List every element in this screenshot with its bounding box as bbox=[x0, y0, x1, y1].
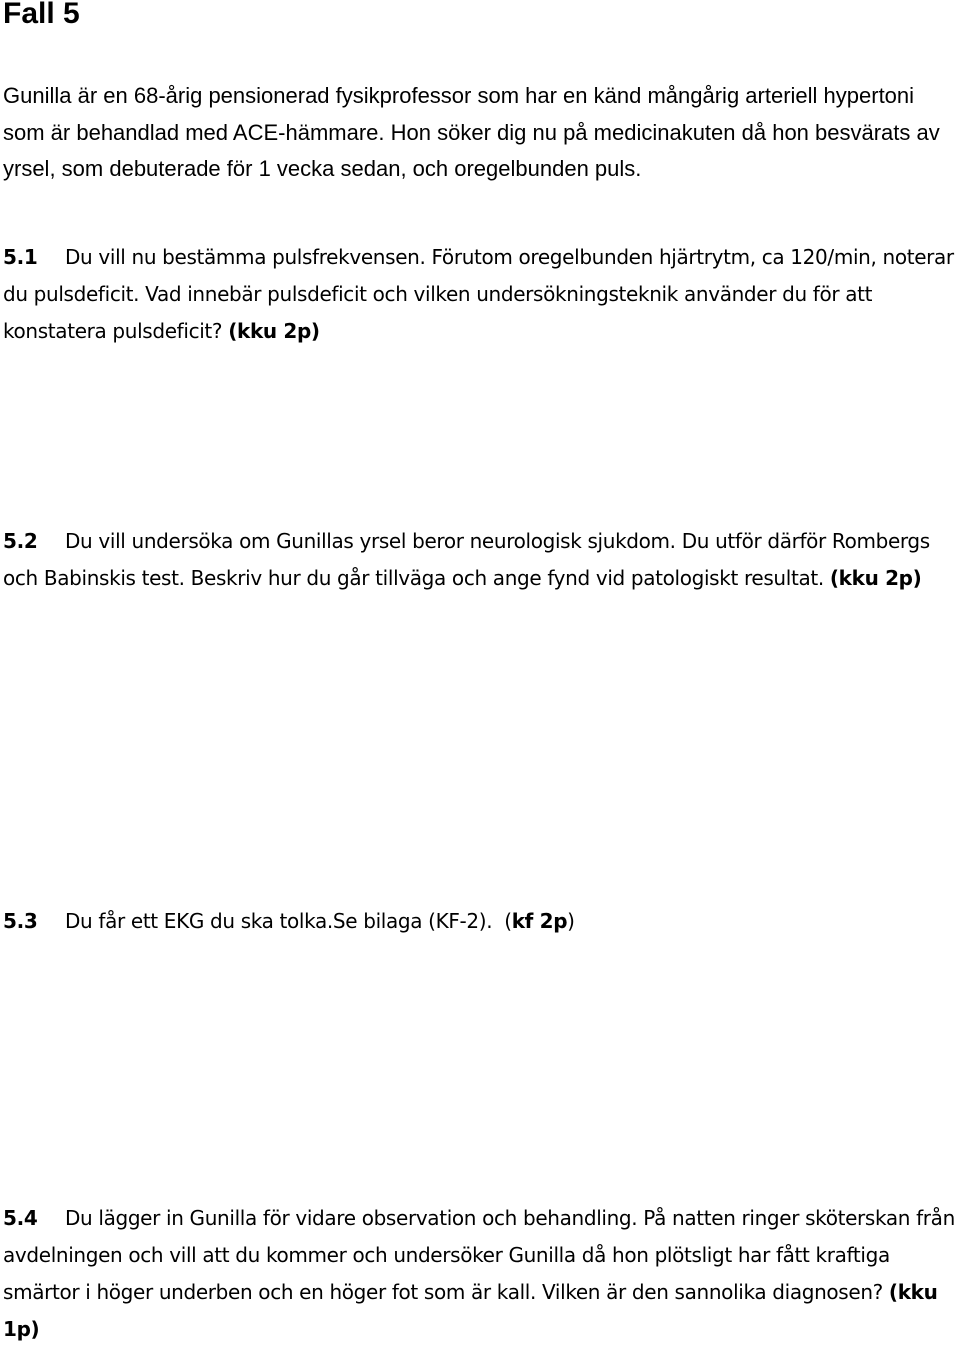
question-points: kf 2p bbox=[511, 909, 568, 933]
question-5-1 bbox=[3, 239, 958, 350]
question-5-3 bbox=[3, 903, 958, 940]
question-points-open: ( bbox=[504, 909, 512, 933]
question-number: 5.3 bbox=[3, 909, 38, 933]
case-introduction: Gunilla är en 68-årig pensionerad fysikprofessor som har en känd mångårig arteriell hypertoni som är behandlad med ACE-hämmare. Hon söker dig nu på medicinakuten då hon besvärats av yrsel, som debuterade för 1 vecka sedan, och oregelbunden puls. bbox=[3, 83, 940, 181]
question-points: (kku 2p) bbox=[228, 319, 320, 343]
case-title: Fall 5 bbox=[3, 0, 80, 30]
question-text: Du vill undersöka om Gunillas yrsel beror neurologisk sjukdom. Du utför därför Rombergs och Babinskis test. Beskriv hur du går tillväga och ange fynd vid patologiskt resultat. bbox=[3, 529, 930, 590]
question-points: (kku 1p) bbox=[3, 1280, 938, 1341]
question-number: 5.2 bbox=[3, 529, 38, 553]
question-5-4 bbox=[3, 1200, 958, 1348]
question-text: Du lägger in Gunilla för vidare observation och behandling. På natten ringer sköterskan från avdelningen och vill att du kommer och undersöker Gunilla då hon plötsligt har fått kraftiga smärtor i höger underben och en höger fot som är kall. Vilken är den sannolika diagnosen? bbox=[3, 1206, 955, 1304]
question-number: 5.1 bbox=[3, 245, 38, 269]
question-number: 5.4 bbox=[3, 1206, 38, 1230]
question-points: (kku 2p) bbox=[829, 566, 922, 590]
question-5-2 bbox=[3, 523, 958, 597]
question-text: Du får ett EKG du ska tolka.Se bilaga (KF-2). bbox=[65, 909, 493, 933]
question-text: Du vill nu bestämma pulsfrekvensen. Förutom oregelbunden hjärtrytm, ca 120/min, noterar du pulsdeficit. Vad innebär pulsdeficit och vilken undersökningsteknik använder du för att konstatera pulsdeficit? bbox=[3, 245, 954, 343]
question-points-close: ) bbox=[567, 909, 575, 933]
